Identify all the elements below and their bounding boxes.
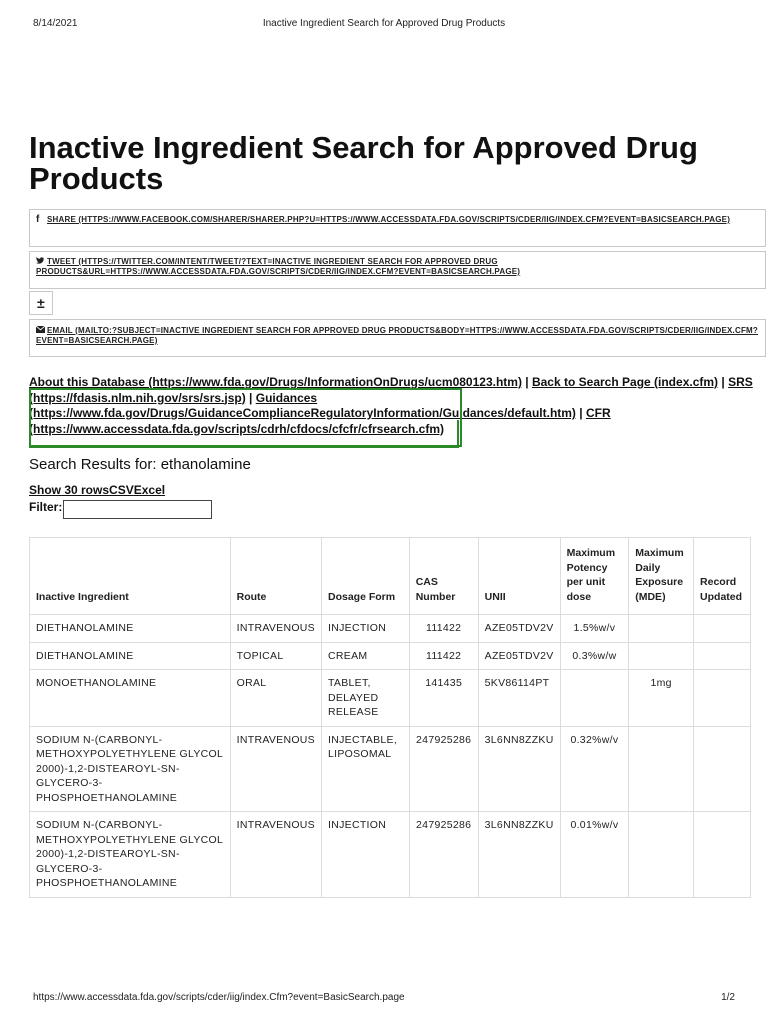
share-email-box (29, 319, 766, 357)
cfr-link[interactable]: CFR (https://www.accessdata.fda.gov/scripts/cdrh/cfdocs/cfcfr/cfrsearch.cfm) (29, 406, 611, 436)
column-header-unii[interactable]: UNII (478, 538, 560, 615)
cell-unii: 3L6NN8ZZKU (478, 726, 560, 812)
twitter-icon (36, 257, 44, 267)
share-email-link[interactable]: EMAIL (MAILTO:?SUBJECT=INACTIVE INGREDIENT SEARCH FOR APPROVED DRUG PRODUCTS&BODY=HTTPS://WWW.ACCESSDATA.FDA.GOV/SCRIPTS/CDER/IIG/INDEX.CFM?EVENT=BASICSEARCH.PAGE) (36, 326, 758, 345)
cell-route: TOPICAL (230, 642, 321, 670)
cell-unii: AZE05TDV2V (478, 615, 560, 643)
show-rows-button[interactable]: Show 30 rows (29, 483, 110, 497)
cell-cas-number: 111422 (409, 642, 478, 670)
related-links (29, 375, 764, 437)
share-facebook-box (29, 209, 766, 247)
filter-label: Filter: (29, 500, 63, 514)
table-row (30, 726, 751, 812)
column-header-maximum-potency[interactable]: Maximum Potency per unit dose (560, 538, 629, 615)
column-header-dosage-form[interactable]: Dosage Form (322, 538, 410, 615)
facebook-icon: f (36, 214, 40, 225)
cell-route: INTRAVENOUS (230, 615, 321, 643)
cell-cas-number: 247925286 (409, 726, 478, 812)
cell-route: INTRAVENOUS (230, 726, 321, 812)
table-controls (29, 483, 165, 497)
filter-input[interactable] (63, 500, 212, 519)
cell-maximum-potency: 0.01%w/v (560, 812, 629, 898)
cell-dosage-form: TABLET, DELAYED RELEASE (322, 670, 410, 727)
guidances-link[interactable]: Guidances (https://www.fda.gov/Drugs/GuidanceComplianceRegulatoryInformation/Guidances/default.htm) (29, 390, 576, 420)
share-twitter-link[interactable]: TWEET (HTTPS://TWITTER.COM/INTENT/TWEET/?TEXT=INACTIVE INGREDIENT SEARCH FOR APPROVED DRUG PRODUCTS&URL=HTTPS://WWW.ACCESSDATA.FDA.GOV/SCRIPTS/CDER/IIG/INDEX.CFM?EVENT=BASICSEARCH.PAGE) (36, 257, 521, 276)
print-footer-url: https://www.accessdata.fda.gov/scripts/cder/iig/index.Cfm?event=BasicSearch.page (33, 992, 405, 1003)
cell-dosage-form: CREAM (322, 642, 410, 670)
cell-route: INTRAVENOUS (230, 812, 321, 898)
srs-link[interactable]: SRS (https://fdasis.nlm.nih.gov/srs/srs.jsp) (29, 375, 753, 405)
cell-record-updated (694, 642, 751, 670)
table-row (30, 642, 751, 670)
share-facebook-link[interactable]: SHARE (HTTPS://WWW.FACEBOOK.COM/SHARER/SHARER.PHP?U=HTTPS://WWW.ACCESSDATA.FDA.GOV/SCRIPTS/CDER/IIG/INDEX.CFM?EVENT=BASICSEARCH.PAGE) (47, 215, 731, 224)
cell-dosage-form: INJECTABLE, LIPOSOMAL (322, 726, 410, 812)
cell-unii: 3L6NN8ZZKU (478, 812, 560, 898)
table-row (30, 812, 751, 898)
cell-unii: AZE05TDV2V (478, 642, 560, 670)
link-separator: | (575, 406, 586, 420)
excel-export-button[interactable]: Excel (133, 483, 166, 497)
print-header (33, 18, 735, 32)
column-header-route[interactable]: Route (230, 538, 321, 615)
cell-cas-number: 111422 (409, 615, 478, 643)
column-header-cas-number[interactable]: CAS Number (409, 538, 478, 615)
cell-record-updated (694, 812, 751, 898)
about-database-link[interactable]: About this Database (https://www.fda.gov/Drugs/InformationOnDrugs/ucm080123.htm) (29, 375, 522, 389)
cell-inactive-ingredient: DIETHANOLAMINE (30, 615, 231, 643)
page-title: Inactive Ingredient Search for Approved Drug Products (29, 130, 698, 196)
cell-inactive-ingredient: MONOETHANOLAMINE (30, 670, 231, 727)
cell-dosage-form: INJECTION (322, 615, 410, 643)
link-separator: | (718, 375, 729, 389)
print-page-number: 1/2 (721, 992, 735, 1003)
plus-minus-icon: ± (37, 295, 45, 311)
column-header-inactive-ingredient[interactable]: Inactive Ingredient (30, 538, 231, 615)
table-row (30, 670, 751, 727)
cell-maximum-potency (560, 670, 629, 727)
table-header-row (30, 538, 751, 615)
cell-inactive-ingredient: DIETHANOLAMINE (30, 642, 231, 670)
cell-inactive-ingredient: SODIUM N-(CARBONYL-METHOXYPOLYETHYLENE GLYCOL 2000)-1,2-DISTEAROYL-SN-GLYCERO-3-PHOSPHOETHANOLAMINE (30, 812, 231, 898)
cell-unii: 5KV86114PT (478, 670, 560, 727)
print-date: 8/14/2021 (33, 18, 78, 29)
cell-record-updated (694, 670, 751, 727)
print-doc-title: Inactive Ingredient Search for Approved Drug Products (262, 18, 506, 29)
cell-cas-number: 141435 (409, 670, 478, 727)
cell-mde (629, 642, 694, 670)
back-to-search-link[interactable]: Back to Search Page (index.cfm) (531, 375, 719, 389)
cell-record-updated (694, 615, 751, 643)
cell-route: ORAL (230, 670, 321, 727)
filter-row (29, 500, 62, 514)
cell-record-updated (694, 726, 751, 812)
search-results-heading: Search Results for: ethanolamine (29, 456, 251, 473)
column-header-maximum-daily-exposure[interactable]: Maximum Daily Exposure (MDE) (629, 538, 694, 615)
share-twitter-box (29, 251, 766, 289)
cell-cas-number: 247925286 (409, 812, 478, 898)
cell-dosage-form: INJECTION (322, 812, 410, 898)
cell-maximum-potency: 1.5%w/v (560, 615, 629, 643)
results-table (29, 537, 751, 898)
cell-maximum-potency: 0.32%w/v (560, 726, 629, 812)
share-more-button[interactable] (29, 291, 53, 315)
table-row (30, 615, 751, 643)
cell-maximum-potency: 0.3%w/w (560, 642, 629, 670)
link-separator: | (521, 375, 532, 389)
envelope-icon (36, 326, 44, 336)
cell-mde (629, 615, 694, 643)
csv-export-button[interactable]: CSV (109, 483, 134, 497)
cell-mde (629, 726, 694, 812)
cell-mde (629, 812, 694, 898)
link-separator: | (245, 390, 256, 405)
column-header-record-updated[interactable]: Record Updated (694, 538, 751, 615)
cell-inactive-ingredient: SODIUM N-(CARBONYL-METHOXYPOLYETHYLENE GLYCOL 2000)-1,2-DISTEAROYL-SN-GLYCERO-3-PHOSPHOETHANOLAMINE (30, 726, 231, 812)
cell-mde: 1mg (629, 670, 694, 727)
